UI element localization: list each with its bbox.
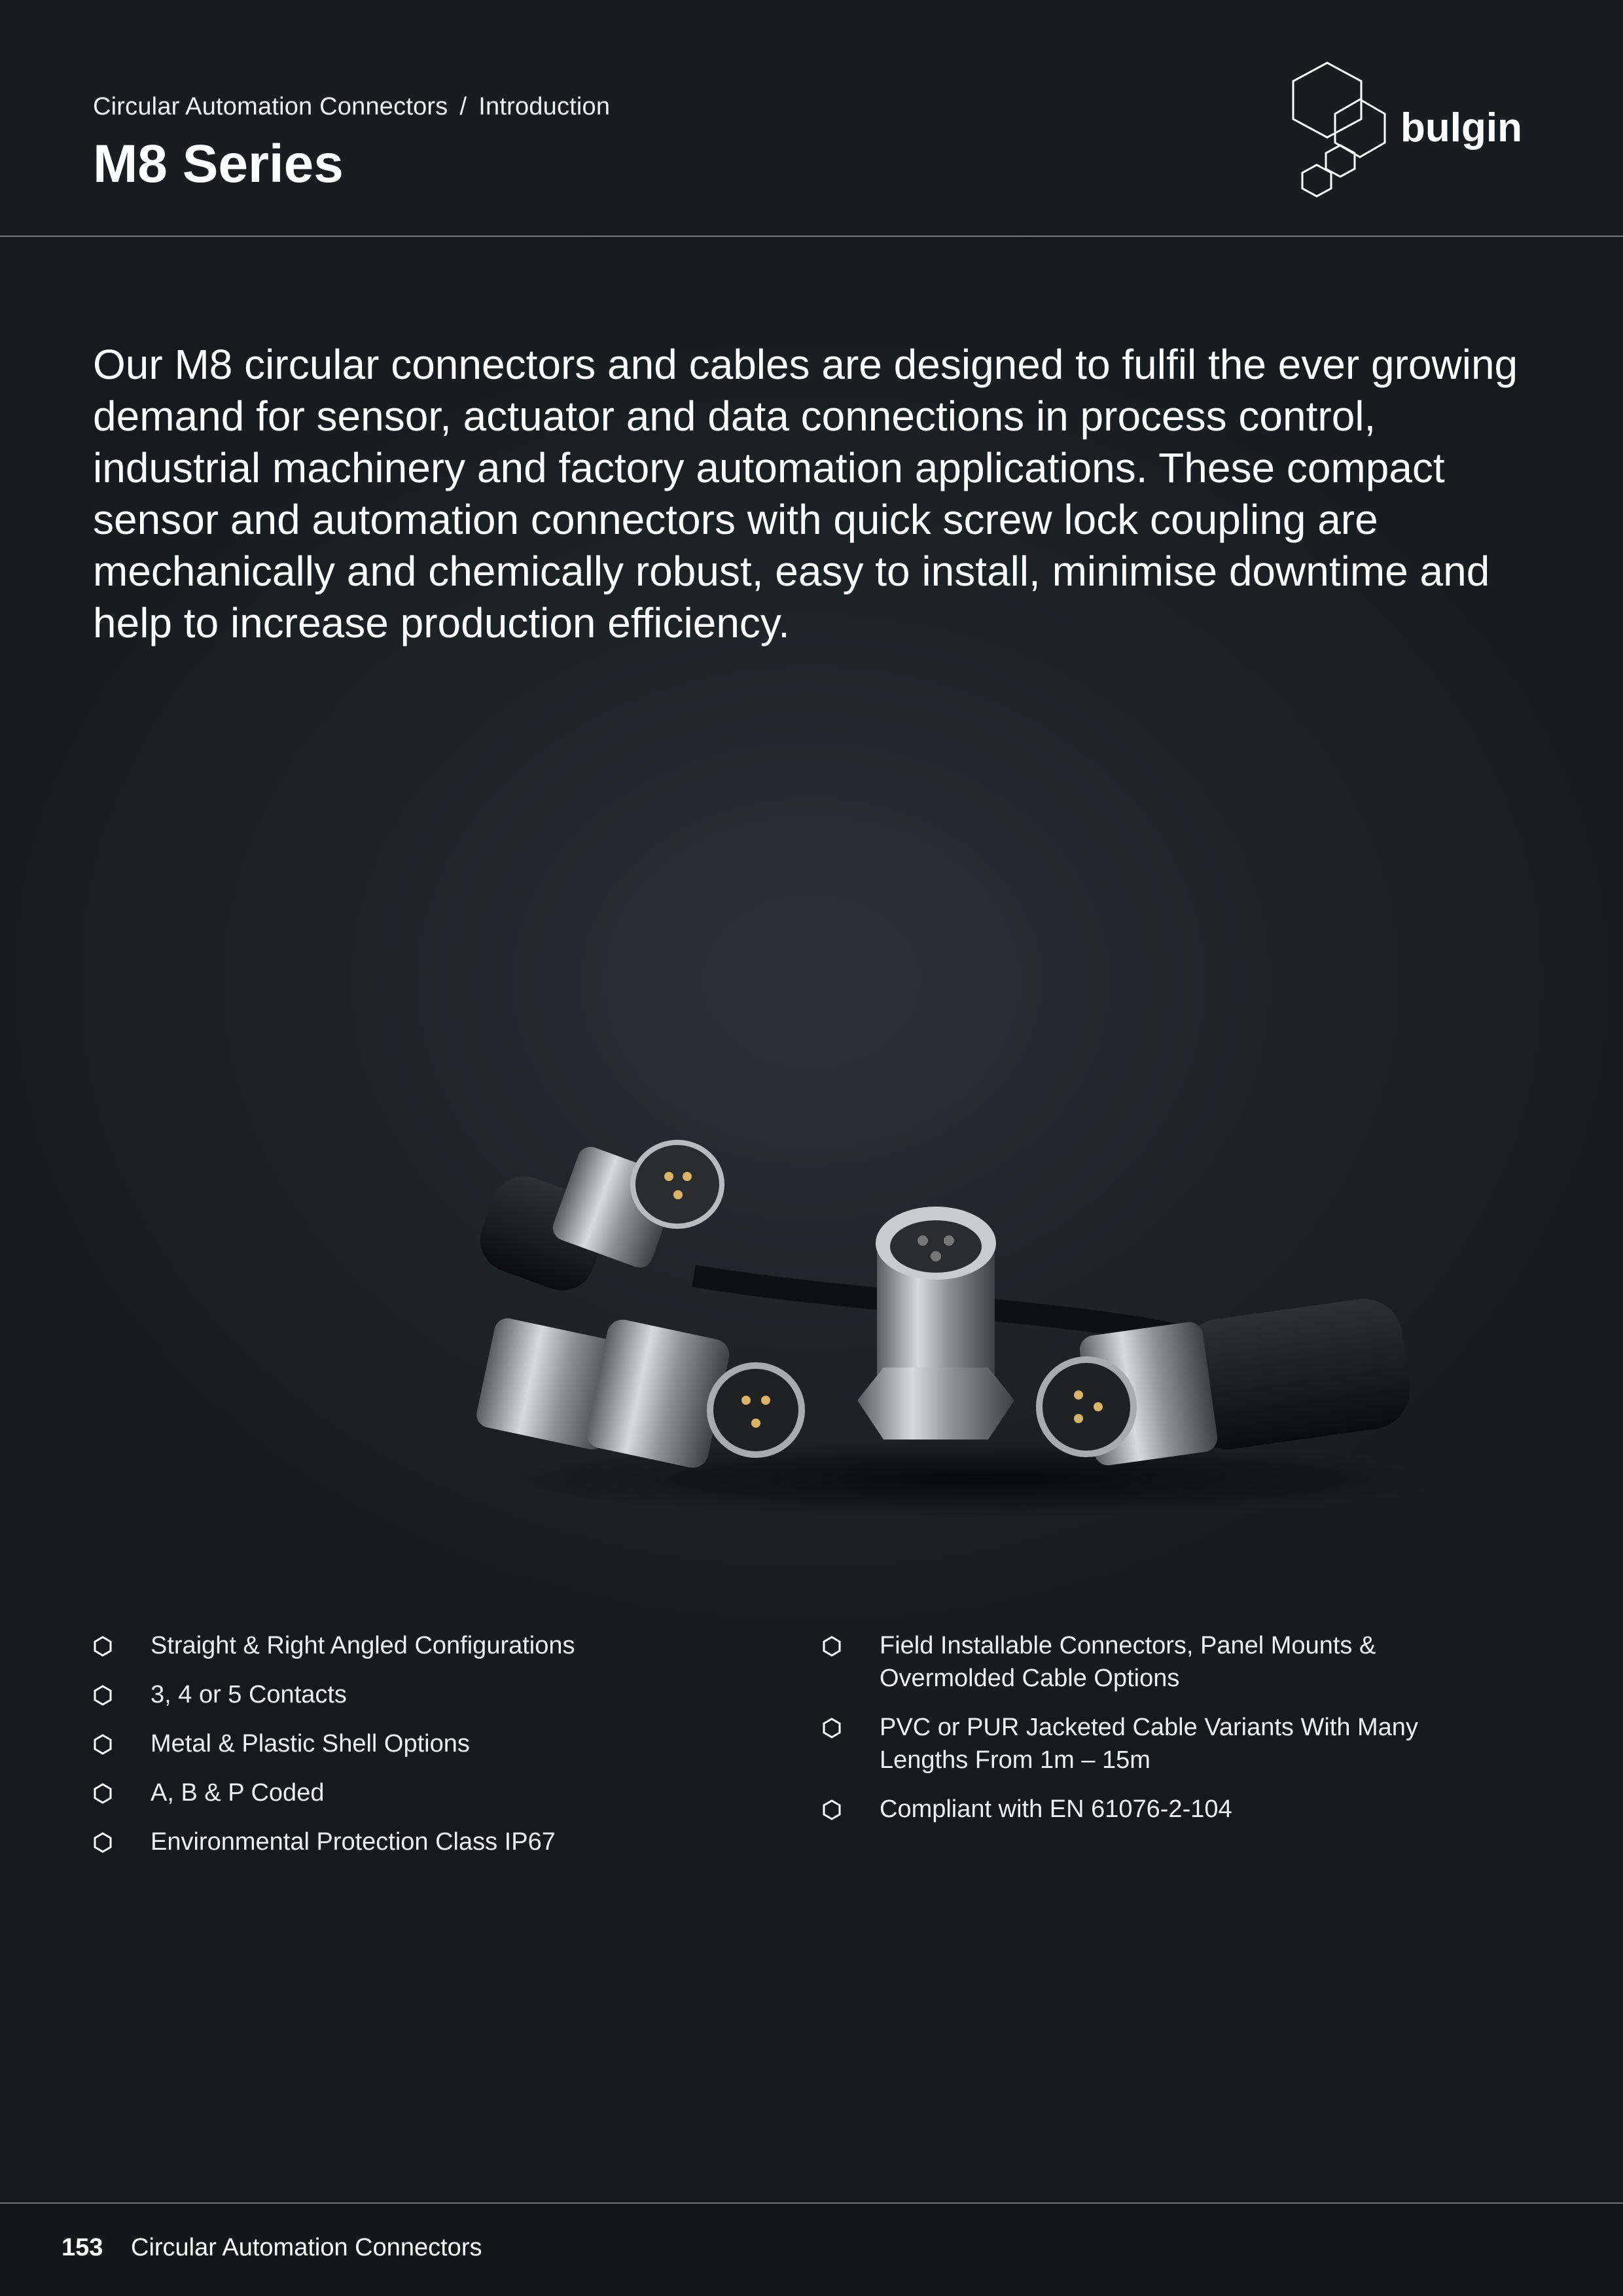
hexagon-outline-icon [822, 1799, 842, 1820]
feature-text: Environmental Protection Class IP67 [151, 1828, 556, 1856]
feature-item [93, 1629, 780, 1662]
feature-text: Field Installable Connectors, Panel Mounts & Overmolded Cable Options [880, 1632, 1376, 1692]
hexagon-outline-icon [93, 1734, 113, 1755]
right-angle-connector [471, 1142, 722, 1299]
straight-metal-connector [474, 1316, 802, 1471]
feature-item [93, 1826, 780, 1858]
hexagon-outline-icon [93, 1636, 113, 1657]
feature-text: 3, 4 or 5 Contacts [151, 1681, 347, 1708]
m8-connectors-photo [458, 1112, 1479, 1531]
logo-wordmark: bulgin [1400, 105, 1522, 150]
feature-item [822, 1629, 1476, 1695]
feature-item [93, 1727, 780, 1760]
feature-item [822, 1793, 1476, 1826]
feature-text: A, B & P Coded [151, 1779, 325, 1807]
features-list-right [822, 1629, 1476, 1842]
page-title: M8 Series [93, 134, 344, 194]
page-footer [0, 2202, 1623, 2296]
hexagon-outline-icon [93, 1832, 113, 1853]
logo-hexagons-icon [1288, 60, 1406, 198]
feature-text: Metal & Plastic Shell Options [151, 1730, 470, 1757]
feature-item [822, 1711, 1476, 1776]
feature-text: Straight & Right Angled Configurations [151, 1632, 575, 1659]
breadcrumb [93, 93, 610, 121]
hexagon-outline-icon [822, 1636, 842, 1657]
page-number: 153 [62, 2234, 103, 2261]
footer-section-title: Circular Automation Connectors [131, 2234, 482, 2261]
feature-item [93, 1776, 780, 1809]
bulgin-logo [1288, 60, 1524, 198]
feature-text: Compliant with EN 61076-2-104 [880, 1795, 1232, 1823]
feature-text: PVC or PUR Jacketed Cable Variants With Many Lengths From 1m – 15m [880, 1714, 1418, 1774]
hexagon-outline-icon [93, 1783, 113, 1804]
features-list-left [93, 1629, 780, 1875]
hexagon-outline-icon [822, 1718, 842, 1739]
panel-mount-connector [857, 1207, 1014, 1439]
breadcrumb-page: Introduction [478, 93, 611, 120]
breadcrumb-section: Circular Automation Connectors [93, 93, 448, 120]
intro-paragraph: Our M8 circular connectors and cables are designed to fulfil the ever growing demand for sensor, actuator and data connections in process control, industrial machinery and factory automation applications. These compact sensor and automation connectors with quick screw lock coupling are mechanically and chemically robust, easy to install, minimise downtime and help to increase production efficiency. [93, 341, 1518, 646]
feature-item [93, 1678, 780, 1711]
breadcrumb-separator: / [459, 93, 467, 120]
hexagon-outline-icon [93, 1685, 113, 1706]
page-header [0, 0, 1623, 237]
